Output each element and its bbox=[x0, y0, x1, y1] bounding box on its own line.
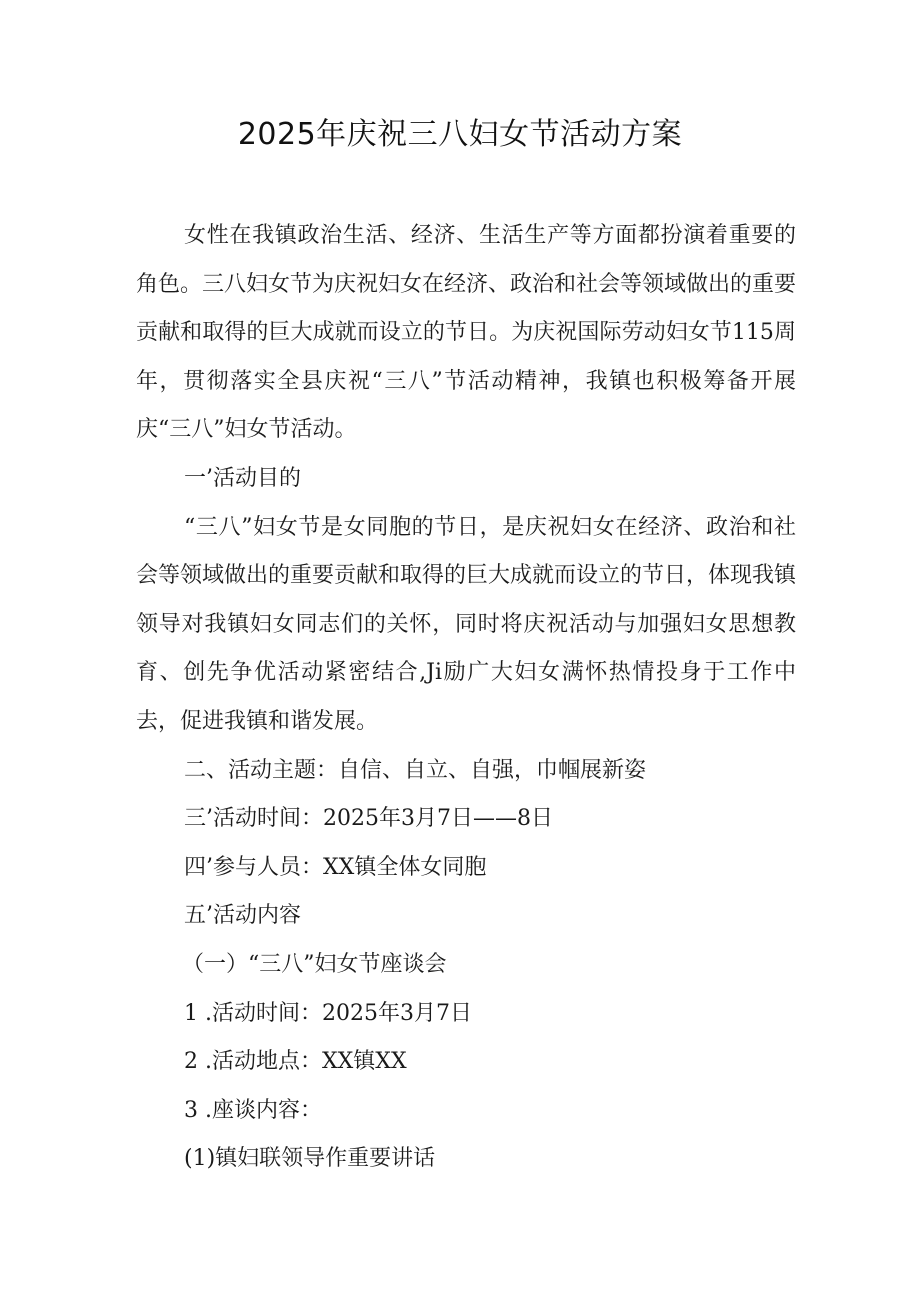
section-5-heading: 五’活动内容 bbox=[184, 903, 301, 929]
list-item-3: 3 .座谈内容： bbox=[184, 1097, 322, 1123]
section-3-time: 三’活动时间：2025年3月7日——8日 bbox=[184, 806, 553, 832]
section-1-heading: 一’活动目的 bbox=[184, 465, 301, 491]
list-item-1: 1 .活动时间：2025年3月7日 bbox=[184, 1000, 472, 1026]
section-2-theme: 二、活动主题：自信、自立、自强，巾帼展新姿 bbox=[184, 757, 647, 783]
list-item-2: 2 .活动地点：XX镇XX bbox=[184, 1049, 407, 1075]
section-1-paragraph: “三八”妇女节是女同胞的节日，是庆祝妇女在经济、政治和社会等领域做出的重要贡献和取得的巨大成就而设立的节日，体现我镇领导对我镇妇女同志们的关怀，同时将庆祝活动与加强妇女思想教育、创先争优活动紧密结合,Ji励广大妇女满怀热情投身于工作中去，促进我镇和谐发展。 bbox=[136, 514, 797, 734]
intro-paragraph: 女性在我镇政治生活、经济、生活生产等方面都扮演着重要的角色。三八妇女节为庆祝妇女在经济、政治和社会等领域做出的重要贡献和取得的巨大成就而设立的节日。为庆祝国际劳动妇女节115周年，贯彻落实全县庆祝“三八”节活动精神，我镇也积极筹备开展庆“三八”妇女节活动。 bbox=[136, 223, 797, 443]
subsection-1-heading: （一）“三八”妇女节座谈会 bbox=[182, 951, 447, 977]
document-title: 2025年庆祝三八妇女节活动方案 bbox=[237, 117, 683, 152]
list-subitem-1: (1)镇妇联领导作重要讲话 bbox=[184, 1146, 436, 1172]
document-body bbox=[136, 212, 796, 1184]
section-4-participants: 四’参与人员：XX镇全体女同胞 bbox=[184, 854, 487, 880]
